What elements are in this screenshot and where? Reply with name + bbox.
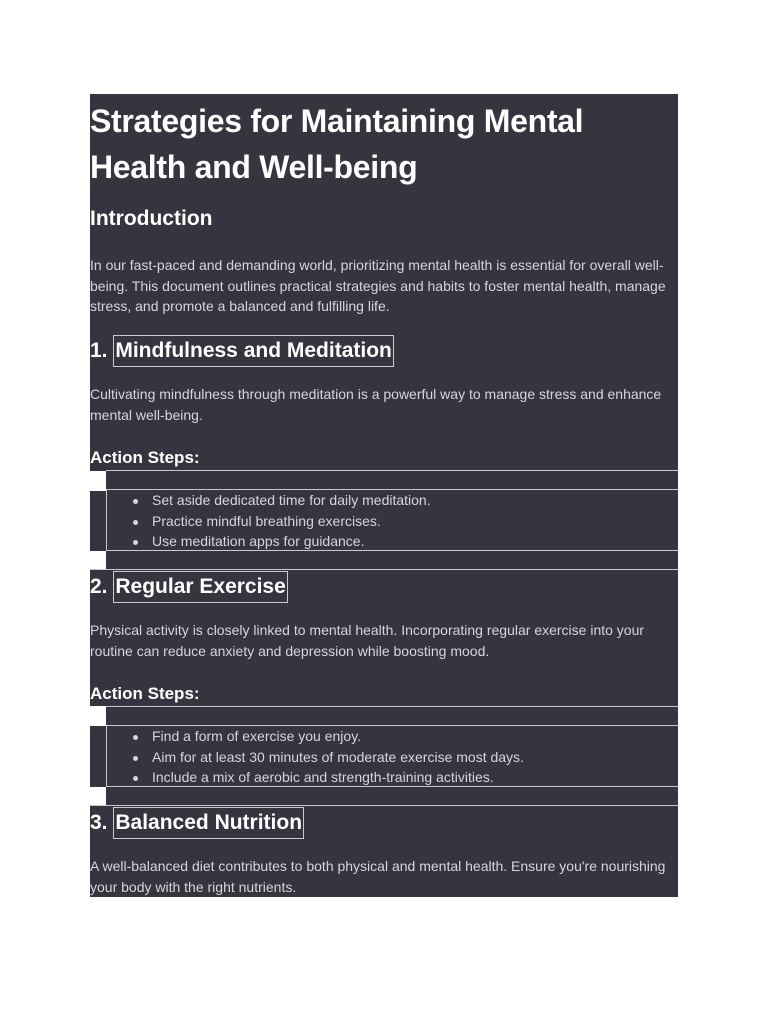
- list-item: Use meditation apps for guidance.: [152, 531, 678, 552]
- list-item: Set aside dedicated time for daily meditation.: [152, 490, 678, 511]
- section-3-number: 3.: [90, 811, 108, 834]
- divider: [106, 706, 678, 707]
- list-item: Aim for at least 30 minutes of moderate exercise most days.: [152, 747, 678, 768]
- section-1-steps-box: [106, 489, 678, 551]
- section-2-text: Physical activity is closely linked to mental health. Incorporating regular exercise into your routine can reduce anxiety and depression while boosting mood.: [90, 622, 645, 659]
- divider: [106, 470, 678, 471]
- section-1-title: Mindfulness and Meditation: [113, 335, 394, 367]
- section-1-steps-list: [107, 490, 678, 552]
- introduction-heading: Introduction: [90, 207, 213, 230]
- list-item: Include a mix of aerobic and strength-training activities.: [152, 767, 678, 788]
- section-2-heading: [90, 571, 288, 603]
- introduction-text: In our fast-paced and demanding world, prioritizing mental health is essential for overall well-being. This document outlines practical strategies and habits to foster mental health, manage stress, and promote a balanced and fulfilling life.: [90, 257, 666, 315]
- section-2-title: Regular Exercise: [113, 571, 287, 603]
- list-item: Find a form of exercise you enjoy.: [152, 726, 678, 747]
- divider: [90, 805, 678, 806]
- section-3-heading: [90, 807, 304, 839]
- section-2-steps-box: [106, 725, 678, 787]
- section-1-text: Cultivating mindfulness through meditation is a powerful way to manage stress and enhance mental well-being.: [90, 386, 662, 423]
- list-indent-strip: [90, 706, 106, 726]
- section-3-title: Balanced Nutrition: [113, 807, 304, 839]
- section-2-steps-list: [107, 726, 678, 788]
- divider: [90, 569, 678, 570]
- list-item: Practice mindful breathing exercises.: [152, 511, 678, 532]
- section-3-text: A well-balanced diet contributes to both physical and mental health. Ensure you're nourishing your body with the right nutrients.: [90, 858, 666, 895]
- list-indent-strip: [90, 471, 106, 491]
- section-1-number: 1.: [90, 339, 108, 362]
- section-2-number: 2.: [90, 575, 108, 598]
- section-1-heading: [90, 335, 394, 367]
- document-title: Strategies for Maintaining Mental Health and Well-being: [90, 103, 584, 185]
- document-page: [90, 94, 678, 897]
- list-indent-strip: [90, 787, 106, 805]
- section-1-action-heading: Action Steps:: [90, 448, 200, 467]
- section-2-action-heading: Action Steps:: [90, 684, 200, 703]
- list-indent-strip: [90, 551, 106, 569]
